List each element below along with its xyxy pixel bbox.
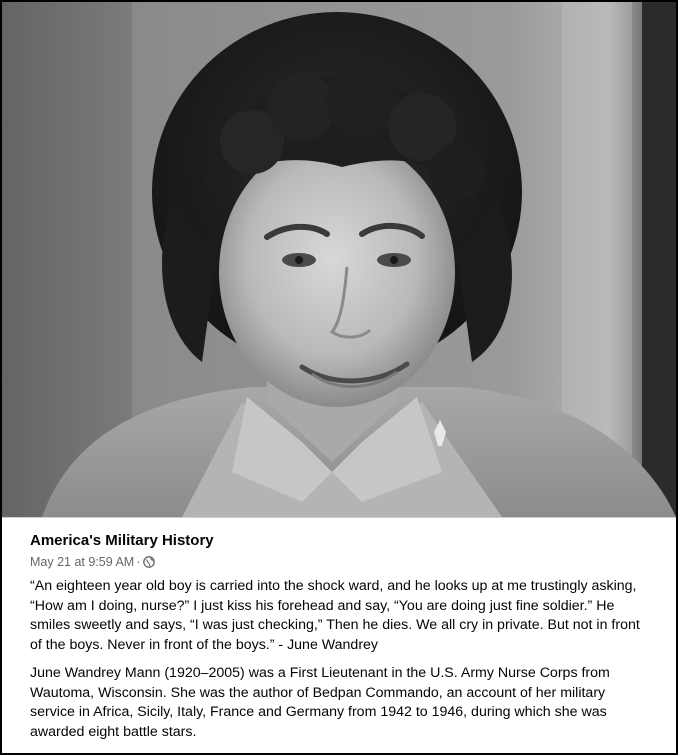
- post-details: [2, 517, 676, 753]
- globe-icon[interactable]: [143, 556, 155, 568]
- post-photo[interactable]: [2, 2, 676, 517]
- portrait-image: [2, 2, 676, 517]
- page-name-link[interactable]: America's Military History: [30, 532, 214, 549]
- post-timestamp[interactable]: May 21 at 9:59 AM: [30, 555, 135, 569]
- post-quote-paragraph: “An eighteen year old boy is carried into the shock ward, and he looks up at me trustingly asking, “How am I doing, nurse?” I just kiss his forehead and say, “You are doing just fine soldier.” He smiles sweetly and says, “I was just checking,” Then he dies. We all cry in private. But not in front of the boys. Never in front of the boys.” - June Wandrey: [30, 578, 640, 653]
- post-meta: [30, 555, 155, 569]
- post-bio-paragraph: June Wandrey Mann (1920–2005) was a First Lieutenant in the U.S. Army Nurse Corps from Wautoma, Wisconsin. She was the author of Bedpan Commando, an account of her military service in Africa, Sicily, Italy, France and Germany from 1942 to 1946, during which she was awarded eight battle stars.: [30, 665, 610, 740]
- post-card: [2, 2, 676, 753]
- meta-separator: ·: [136, 555, 141, 569]
